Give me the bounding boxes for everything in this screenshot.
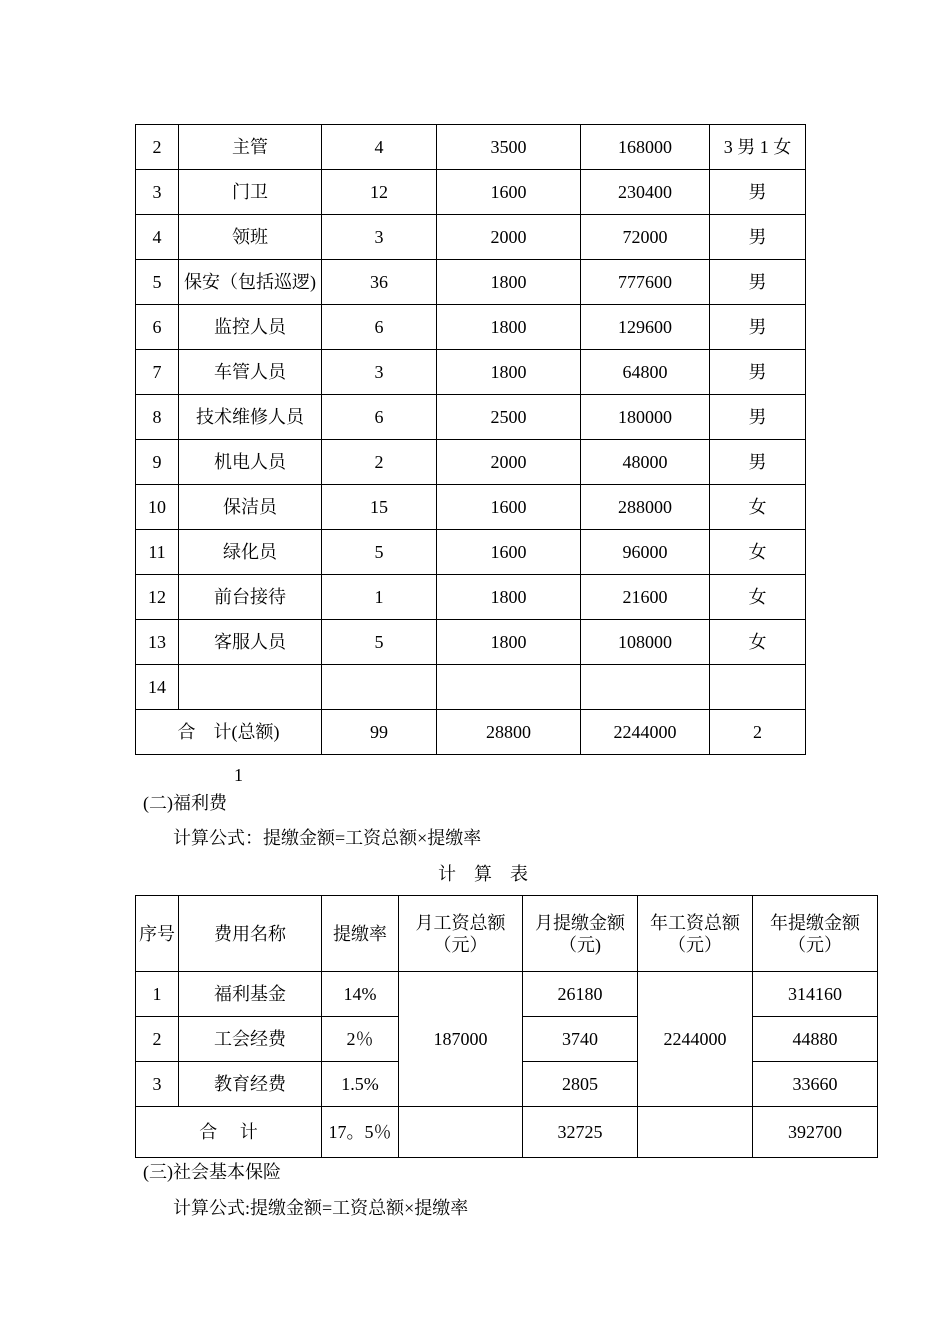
monthly-wage-total: 187000: [399, 972, 523, 1107]
staff-row: [136, 485, 806, 530]
row-annual-total: 168000: [581, 125, 710, 170]
row-monthly-salary: 1800: [437, 305, 581, 350]
header-monthly-contrib: 月提缴金额（元): [523, 896, 638, 972]
welfare-table-title: 计 算 表: [438, 864, 528, 884]
staff-row: [136, 350, 806, 395]
row-no: 2: [136, 125, 179, 170]
welfare-header-row: [136, 896, 878, 972]
welfare-total-annual-contrib: 392700: [753, 1107, 878, 1158]
welfare-total-label: 合 计: [136, 1107, 322, 1158]
section3-heading: (三)社会基本保险: [143, 1162, 281, 1182]
row-gender: 3 男 1 女: [710, 125, 806, 170]
row-annual-total: 21600: [581, 575, 710, 620]
row-annual-total: 48000: [581, 440, 710, 485]
staff-total-count: 99: [322, 710, 437, 755]
row-no: 2: [136, 1017, 179, 1062]
staff-row: [136, 530, 806, 575]
row-position: 绿化员: [179, 530, 322, 575]
row-no: 3: [136, 1062, 179, 1107]
row-position: 前台接待: [179, 575, 322, 620]
row-monthly-salary: 1600: [437, 170, 581, 215]
row-annual-total: 129600: [581, 305, 710, 350]
row-position: 客服人员: [179, 620, 322, 665]
row-annual-total: 288000: [581, 485, 710, 530]
row-position: 车管人员: [179, 350, 322, 395]
row-annual-total: 180000: [581, 395, 710, 440]
welfare-total-annual-wage-empty: [638, 1107, 753, 1158]
row-position: 技术维修人员: [179, 395, 322, 440]
staff-row: [136, 575, 806, 620]
row-monthly-contrib: 2805: [523, 1062, 638, 1107]
staff-total-label: 合 计(总额): [136, 710, 322, 755]
row-monthly-salary: 2000: [437, 440, 581, 485]
row-monthly-salary: 1800: [437, 575, 581, 620]
header-rate: 提缴率: [322, 896, 399, 972]
row-headcount: 2: [322, 440, 437, 485]
row-fee-name: 工会经费: [179, 1017, 322, 1062]
row-position: 主管: [179, 125, 322, 170]
header-monthly-wage: 月工资总额（元）: [399, 896, 523, 972]
row-gender: 男: [710, 440, 806, 485]
welfare-total-row: [136, 1107, 878, 1158]
row-no: 9: [136, 440, 179, 485]
row-headcount: 1: [322, 575, 437, 620]
row-gender: 男: [710, 215, 806, 260]
row-gender: 女: [710, 575, 806, 620]
row-gender: 男: [710, 170, 806, 215]
staff-row: [136, 215, 806, 260]
section2-heading: (二)福利费: [143, 793, 227, 813]
row-headcount: 6: [322, 395, 437, 440]
row-monthly-contrib: 26180: [523, 972, 638, 1017]
section3-formula: 计算公式:提缴金额=工资总额×提缴率: [173, 1198, 469, 1218]
row-headcount: [322, 665, 437, 710]
row-rate: 1.5%: [322, 1062, 399, 1107]
row-annual-total: [581, 665, 710, 710]
staff-row: [136, 170, 806, 215]
row-gender: 女: [710, 620, 806, 665]
staff-total-annual: 2244000: [581, 710, 710, 755]
row-gender: 男: [710, 260, 806, 305]
row-annual-total: 108000: [581, 620, 710, 665]
row-position: 领班: [179, 215, 322, 260]
row-annual-total: 72000: [581, 215, 710, 260]
row-headcount: 3: [322, 350, 437, 395]
welfare-calc-table: [135, 895, 878, 1158]
row-monthly-salary: 1600: [437, 530, 581, 575]
row-monthly-salary: 1800: [437, 620, 581, 665]
welfare-total-monthly-wage-empty: [399, 1107, 523, 1158]
staff-total-row: [136, 710, 806, 755]
row-position: 保安（包括巡逻): [179, 260, 322, 305]
row-no: 5: [136, 260, 179, 305]
header-fee-name: 费用名称: [179, 896, 322, 972]
row-headcount: 15: [322, 485, 437, 530]
row-monthly-salary: 2500: [437, 395, 581, 440]
row-no: 4: [136, 215, 179, 260]
staff-total-salary: 28800: [437, 710, 581, 755]
row-fee-name: 教育经费: [179, 1062, 322, 1107]
row-no: 8: [136, 395, 179, 440]
row-monthly-salary: 1800: [437, 260, 581, 305]
row-annual-total: 777600: [581, 260, 710, 305]
row-monthly-salary: 3500: [437, 125, 581, 170]
row-position: 保洁员: [179, 485, 322, 530]
row-position: 监控人员: [179, 305, 322, 350]
row-fee-name: 福利基金: [179, 972, 322, 1017]
row-no: 6: [136, 305, 179, 350]
row-no: 11: [136, 530, 179, 575]
row-monthly-salary: 2000: [437, 215, 581, 260]
staff-row: [136, 620, 806, 665]
staff-row: [136, 305, 806, 350]
row-no: 12: [136, 575, 179, 620]
row-no: 14: [136, 665, 179, 710]
staff-salary-table: [135, 124, 806, 755]
staff-total-note: 2: [710, 710, 806, 755]
header-annual-contrib: 年提缴金额（元）: [753, 896, 878, 972]
row-no: 1: [136, 972, 179, 1017]
row-no: 3: [136, 170, 179, 215]
header-annual-wage: 年工资总额（元）: [638, 896, 753, 972]
row-annual-total: 230400: [581, 170, 710, 215]
row-monthly-salary: 1800: [437, 350, 581, 395]
row-annual-contrib: 44880: [753, 1017, 878, 1062]
welfare-row: [136, 972, 878, 1017]
row-monthly-salary: [437, 665, 581, 710]
row-no: 7: [136, 350, 179, 395]
row-headcount: 6: [322, 305, 437, 350]
row-headcount: 12: [322, 170, 437, 215]
staff-row: [136, 440, 806, 485]
row-annual-total: 64800: [581, 350, 710, 395]
section2-formula: 计算公式：提缴金额=工资总额×提缴率: [173, 828, 482, 848]
row-gender: 女: [710, 530, 806, 575]
row-no: 10: [136, 485, 179, 530]
row-position: 门卫: [179, 170, 322, 215]
row-rate: 14%: [322, 972, 399, 1017]
row-annual-total: 96000: [581, 530, 710, 575]
row-headcount: 36: [322, 260, 437, 305]
row-gender: 男: [710, 350, 806, 395]
welfare-total-monthly-contrib: 32725: [523, 1107, 638, 1158]
staff-salary-table-body: [136, 125, 806, 710]
header-no: 序号: [136, 896, 179, 972]
row-headcount: 5: [322, 620, 437, 665]
row-gender: 女: [710, 485, 806, 530]
row-gender: 男: [710, 305, 806, 350]
staff-row: [136, 395, 806, 440]
row-monthly-contrib: 3740: [523, 1017, 638, 1062]
row-annual-contrib: 314160: [753, 972, 878, 1017]
row-annual-contrib: 33660: [753, 1062, 878, 1107]
page-number: 1: [234, 765, 243, 785]
row-gender: 男: [710, 395, 806, 440]
row-rate: 2％: [322, 1017, 399, 1062]
welfare-total-rate: 17。5％: [322, 1107, 399, 1158]
row-gender: [710, 665, 806, 710]
row-position: [179, 665, 322, 710]
row-monthly-salary: 1600: [437, 485, 581, 530]
row-headcount: 4: [322, 125, 437, 170]
row-headcount: 5: [322, 530, 437, 575]
staff-row: [136, 125, 806, 170]
annual-wage-total: 2244000: [638, 972, 753, 1107]
row-headcount: 3: [322, 215, 437, 260]
row-position: 机电人员: [179, 440, 322, 485]
row-no: 13: [136, 620, 179, 665]
staff-row: [136, 260, 806, 305]
staff-row: [136, 665, 806, 710]
